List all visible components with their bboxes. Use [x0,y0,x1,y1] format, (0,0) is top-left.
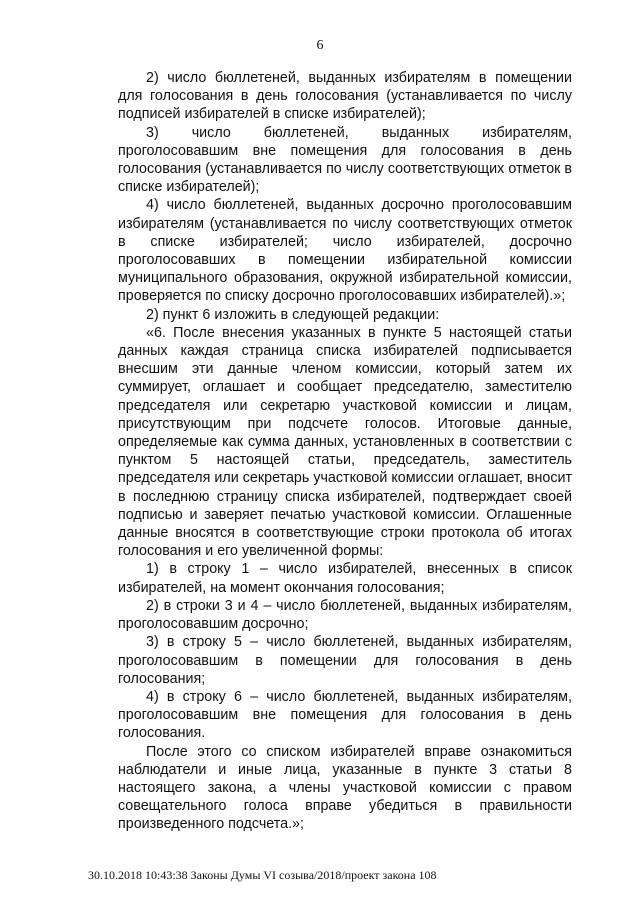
document-footer: 30.10.2018 10:43:38 Законы Думы VI созыва/2018/проект закона 108 [88,868,437,882]
paragraph-amend-point-6: 2) пункт 6 изложить в следующей редакции: [146,306,440,323]
paragraph-item-3-ballots-outside-premises: 3) число бюллетеней, выданных избирателям, проголосовавшим вне помещения для голосования в день голосования (устанавливается по числу соответствующих отметок в списке избирателей); [118,124,572,196]
paragraph-line-5: 3) в строку 5 – число бюллетеней, выданных избирателям, проголосовавшим в помещении для голосования в день голосования; [118,634,572,687]
paragraph-point-6-text: «6. После внесения указанных в пункте 5 настоящей статьи данных каждая страница списка избирателей подписывается внесшим эти данные членом комиссии, который затем их суммирует, оглашает и сообщает председателю, заместителю председателя или секретарю участковой комиссии и лицам, присутствующим при подсчете голосов. Итоговые данные, определяемые как сумма данных, установленных в соответствии с пунктом 5 настоящей статьи, председатель, заместитель председателя или секретарь участковой комиссии оглашает, вносит в последнюю страницу списка избирателей, подтверждает своей подписью и заверяет печатью участковой комиссии. Оглашенные данные вносятся в соответствующие строки протокола об итогах голосования и его увеличенной формы: [118,324,572,560]
paragraph-item-2-ballots-in-premises: 2) число бюллетеней, выданных избирателям в помещении для голосования в день голосования (устанавливается по числу подписей избирателей в списке избирателей); [118,70,572,123]
paragraph-line-1: 1) в строку 1 – число избирателей, внесенных в список избирателей, на момент окончания голосования; [118,561,572,596]
paragraph-observers: После этого со списком избирателей вправе ознакомиться наблюдатели и иные лица, указанные в пункте 3 статьи 8 настоящего закона, а члены участковой комиссии с правом совещательного голоса вправе убедиться в правильности произведенного подсчета.»; [118,743,572,833]
page-number: 6 [316,38,324,53]
paragraph-item-4-early-voting-ballots: 4) число бюллетеней, выданных досрочно проголосовавшим избирателям (устанавливается по числу соответствующих отметок в списке избирателей; число избирателей, досрочно проголосовавших в помещении избирательной комиссии муниципального образования, окружной избирательной комиссии, проверяется по списку досрочно проголосовавших избирателей).»; [118,197,572,305]
paragraph-lines-3-4: 2) в строки 3 и 4 – число бюллетеней, выданных избирателям, проголосовавшим досрочно; [118,597,572,633]
document-body [118,69,572,834]
paragraph-line-6: 4) в строку 6 – число бюллетеней, выданных избирателям, проголосовавшим вне помещения для голосования в день голосования. [118,688,572,742]
